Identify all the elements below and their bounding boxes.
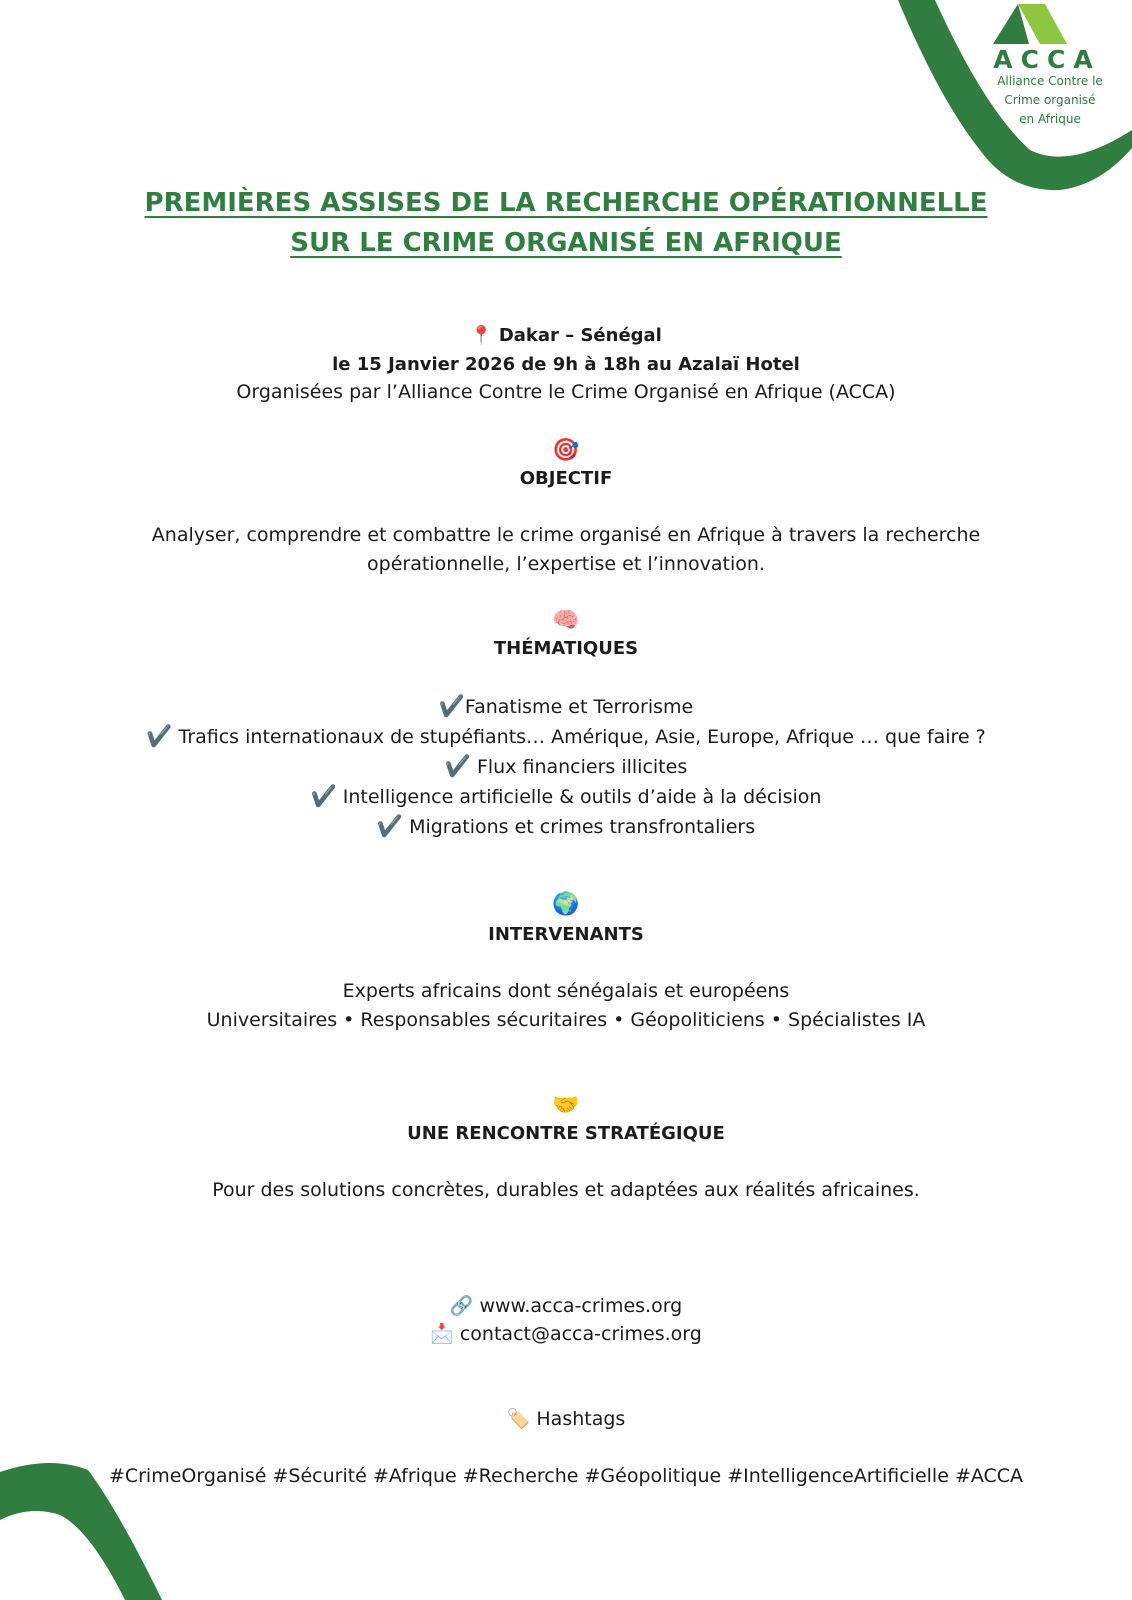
thematiques-heading: THÉMATIQUES: [493, 638, 639, 659]
title-line: SUR LE CRIME ORGANISÉ EN AFRIQUE: [290, 228, 842, 258]
intervenants-line: Experts africains dont sénégalais et européens: [342, 980, 790, 1002]
objectif-text: [0, 521, 1132, 579]
event-location: [0, 321, 1132, 350]
contact-email[interactable]: [0, 1320, 1132, 1349]
website-link[interactable]: www.acca-crimes.org: [479, 1295, 683, 1317]
list-item: ✔️Fanatisme et Terrorisme: [438, 694, 694, 718]
globe-icon: 🌍: [552, 892, 580, 917]
tag-icon: 🏷️: [506, 1408, 531, 1430]
intervenants-line: Universitaires • Responsables sécuritaires • Géopoliticiens • Spécialistes IA: [206, 1009, 926, 1031]
hashtags-label-row: [0, 1405, 1132, 1434]
logo-subtitle-line: en Afrique: [1019, 112, 1081, 126]
event-date: le 15 Janvier 2026 de 9h à 18h au Azalaï Hotel: [332, 354, 800, 375]
list-item: ✔️ Migrations et crimes transfrontaliers: [376, 814, 756, 838]
rencontre-heading: UNE RENCONTRE STRATÉGIQUE: [407, 1123, 725, 1144]
intervenants-text: [0, 977, 1132, 1035]
target-icon: 🎯: [552, 438, 580, 463]
logo-subtitle-line: Alliance Contre le: [997, 74, 1103, 88]
objectif-heading: OBJECTIF: [519, 468, 613, 489]
logo-subtitle: [975, 72, 1125, 129]
envelope-icon: 📩: [430, 1323, 454, 1345]
handshake-icon: 🤝: [552, 1093, 580, 1118]
hashtags-text: #CrimeOrganisé #Sécurité #Afrique #Recherche #Géopolitique #IntelligenceArtificielle #ACCA: [108, 1465, 1024, 1487]
checkmark-icon: ✔️: [444, 754, 471, 778]
checkmark-icon: ✔️: [310, 784, 337, 808]
objectif-line: opérationnelle, l’expertise et l’innovation.: [367, 553, 765, 575]
rencontre-text: Pour des solutions concrètes, durables et adaptées aux réalités africaines.: [212, 1179, 920, 1201]
logo-acronym: ACCA: [993, 45, 1101, 74]
brain-icon: 🧠: [552, 608, 580, 633]
page-title: [0, 183, 1132, 263]
email-link[interactable]: contact@acca-crimes.org: [459, 1323, 702, 1345]
thematiques-list: [0, 692, 1132, 842]
checkmark-icon: ✔️: [146, 724, 173, 748]
list-item: ✔️ Intelligence artificielle & outils d’aide à la décision: [310, 784, 822, 808]
logo-subtitle-line: Crime organisé: [1004, 93, 1096, 107]
contact-website[interactable]: [0, 1292, 1132, 1321]
location-pin-icon: 📍: [470, 325, 493, 346]
title-line: PREMIÈRES ASSISES DE LA RECHERCHE OPÉRATIONNELLE: [144, 188, 988, 218]
event-organizer: Organisées par l’Alliance Contre le Crime Organisé en Afrique (ACCA): [236, 381, 896, 403]
list-item: ✔️ Flux financiers illicites: [444, 754, 688, 778]
link-icon: 🔗: [449, 1295, 474, 1317]
location-text: Dakar – Sénégal: [498, 325, 662, 346]
list-item: ✔️ Trafics internationaux de stupéfiants… Amérique, Asie, Europe, Afrique … que faire ?: [146, 724, 986, 748]
checkmark-icon: ✔️: [438, 694, 465, 718]
intervenants-heading: INTERVENANTS: [488, 924, 644, 945]
checkmark-icon: ✔️: [376, 814, 404, 838]
hashtags-label: Hashtags: [536, 1408, 626, 1430]
objectif-line: Analyser, comprendre et combattre le crime organisé en Afrique à travers la recherche: [151, 524, 981, 546]
